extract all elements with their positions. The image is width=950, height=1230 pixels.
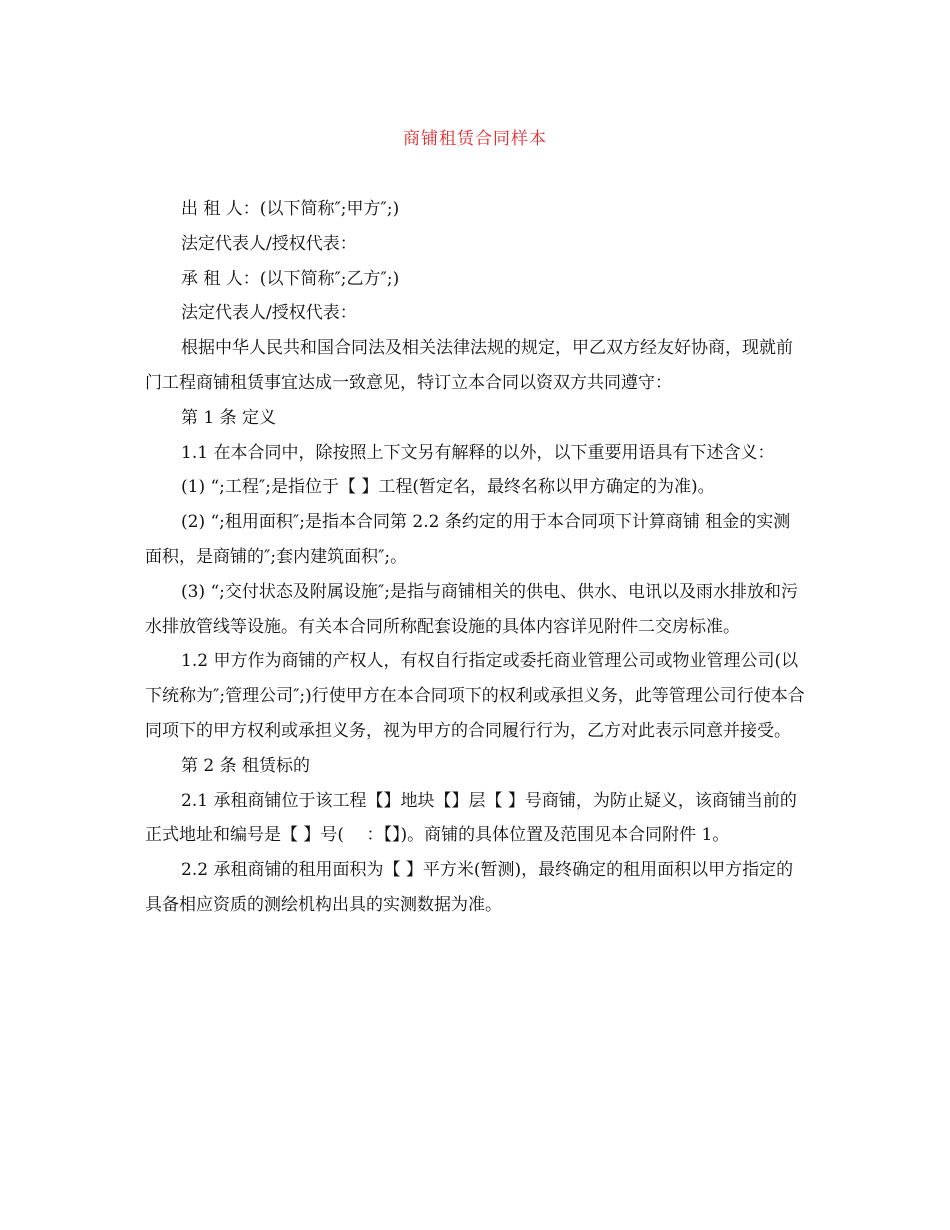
clause-paragraph: 2.2 承租商铺的租用面积为【 】平方米(暂测)，最终确定的租用面积以甲方指定的具备相应资质的测绘机构出具的实测数据为准。 [145, 860, 794, 915]
document-title: 商铺租赁合同样本 [403, 129, 547, 149]
clause-paragraph: (3) “;交付状态及附属设施″;是指与商铺相关的供电、供水、电讯以及雨水排放和污水排放管线等设施。有关本合同所称配套设施的具体内容详见附件二交房标准。 [145, 581, 798, 637]
clause-paragraph: 1.2 甲方作为商铺的产权人，有权自行指定或委托商业管理公司或物业管理公司(以下统称为″;管理公司″;)行使甲方在本合同项下的权利或承担义务，此等管理公司行使本合同项下的甲方权利或承担义务，视为甲方的合同履行行为，乙方对此表示同意并接受。 [145, 651, 805, 741]
lessor-line: 出 租 人：(以下简称″;甲方″;) [181, 199, 400, 219]
article-heading: 第 2 条 租赁标的 [181, 755, 311, 776]
preamble-paragraph: 根据中华人民共和国合同法及相关法律法规的规定，甲乙双方经友好协商，现就前门工程商铺租赁事宜达成一致意见，特订立本合同以资双方共同遵守： [145, 338, 793, 393]
article-heading: 第 1 条 定义 [181, 407, 277, 428]
lessee-line: 承 租 人：(以下简称″;乙方″;) [181, 268, 400, 289]
lessee-representative-line: 法定代表人/授权代表： [181, 303, 357, 324]
lessor-representative-line: 法定代表人/授权代表： [181, 233, 357, 254]
clause-paragraph: 1.1 在本合同中，除按照上下文另有解释的以外，以下重要用语具有下述含义： [181, 442, 775, 463]
document-body [145, 192, 805, 923]
clause-paragraph: 2.1 承租商铺位于该工程【】地块【】层【 】号商铺，为防止疑义，该商铺当前的正式地址和编号是【 】号( ：【】)。商铺的具体位置及范围见本合同附件 1。 [145, 790, 797, 846]
clause-paragraph: (2) “;租用面积″;是指本合同第 2.2 条约定的用于本合同项下计算商铺 租金的实测面积，是商铺的″;套内建筑面积″;。 [145, 512, 791, 567]
clause-paragraph: (1) “;工程″;是指位于【 】工程(暂定名，最终名称以甲方确定的为准)。 [181, 477, 715, 498]
